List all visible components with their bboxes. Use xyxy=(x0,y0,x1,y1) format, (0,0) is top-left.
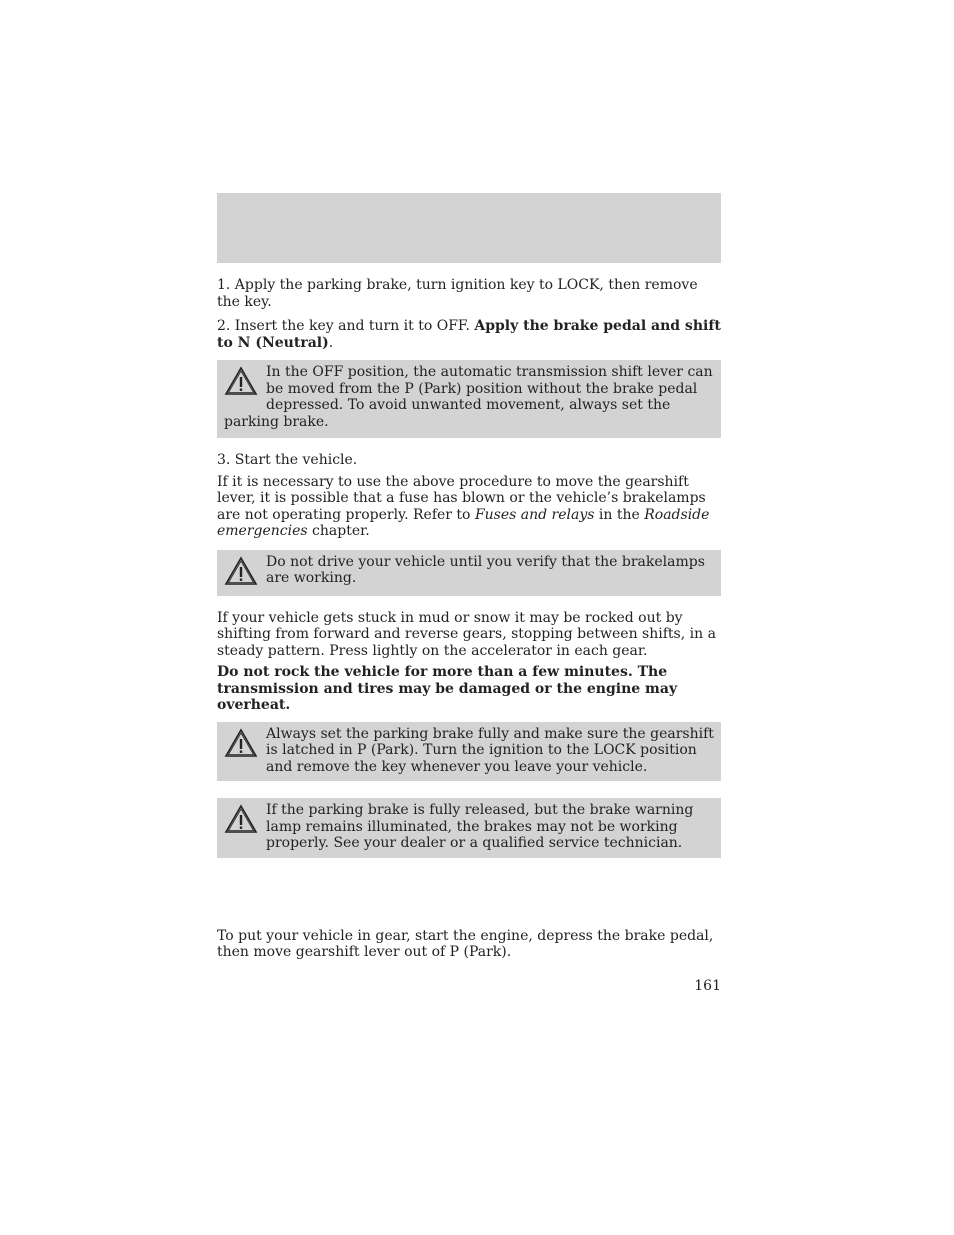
warning-text-4: If the parking brake is fully released, but the brake warning lamp remains illuminated, the brakes may not be working properly. See your dealer or a qualified service technician. xyxy=(266,802,694,851)
warning-text-1: In the OFF position, the automatic transmission shift lever can be moved from the P (Park) position without the brake pedal depressed. To avoid unwanted movement, always set the parking brake. xyxy=(224,364,713,430)
fuse-text-2: in the xyxy=(594,506,645,523)
warning-box-1 xyxy=(217,360,721,438)
step-2-end: . xyxy=(328,334,334,351)
step-1-text: 1. Apply the parking brake, turn ignition key to LOCK, then remove the key. xyxy=(217,277,698,310)
page-number: 161 xyxy=(694,977,721,994)
warning-box-2 xyxy=(217,550,721,596)
step-2-plain: 2. Insert the key and turn it to OFF. xyxy=(217,318,475,334)
fuse-italic-2: Roadside emergencies xyxy=(217,506,710,539)
warning-triangle-icon xyxy=(224,728,260,761)
warning-triangle-icon xyxy=(224,366,260,399)
gear-paragraph: To put your vehicle in gear, start the engine, depress the brake pedal, then move gearshift lever out of P (Park). xyxy=(217,927,714,960)
fuse-text-3: chapter. xyxy=(307,523,370,539)
step-2-text xyxy=(217,318,721,351)
rock-paragraph: If your vehicle gets stuck in mud or snow it may be rocked out by shifting from forward and reverse gears, stopping between shifts, in a steady pattern. Press lightly on the accelerator in each gear. xyxy=(217,609,716,659)
step-3-text: 3. Start the vehicle. xyxy=(217,452,358,468)
warning-box-4 xyxy=(217,798,721,858)
fuse-text-1: If it is necessary to use the above procedure to move the gearshift lever, it is possible that a fuse has blown or the vehicle’s brakelamps are not operating properly. Refer to xyxy=(217,473,706,523)
fuse-italic-1: Fuses and relays xyxy=(474,506,595,523)
manual-page xyxy=(217,193,721,994)
step-2-bold: Apply the brake pedal and shift to N (Neutral) xyxy=(217,318,721,351)
section-header-bar xyxy=(217,193,721,263)
warning-text-2: Do not drive your vehicle until you verify that the brakelamps are working. xyxy=(266,553,705,586)
warning-triangle-icon xyxy=(224,556,260,589)
fuse-paragraph xyxy=(217,474,721,540)
warning-triangle-icon xyxy=(224,804,260,837)
rock-warning-bold: Do not rock the vehicle for more than a few minutes. The transmission and tires may be damaged or the engine may overheat. xyxy=(217,664,678,713)
warning-text-3: Always set the parking brake fully and make sure the gearshift is latched in P (Park). Turn the ignition to the LOCK position and remove the key whenever you leave your vehicle. xyxy=(266,725,714,775)
warning-box-3 xyxy=(217,722,721,782)
